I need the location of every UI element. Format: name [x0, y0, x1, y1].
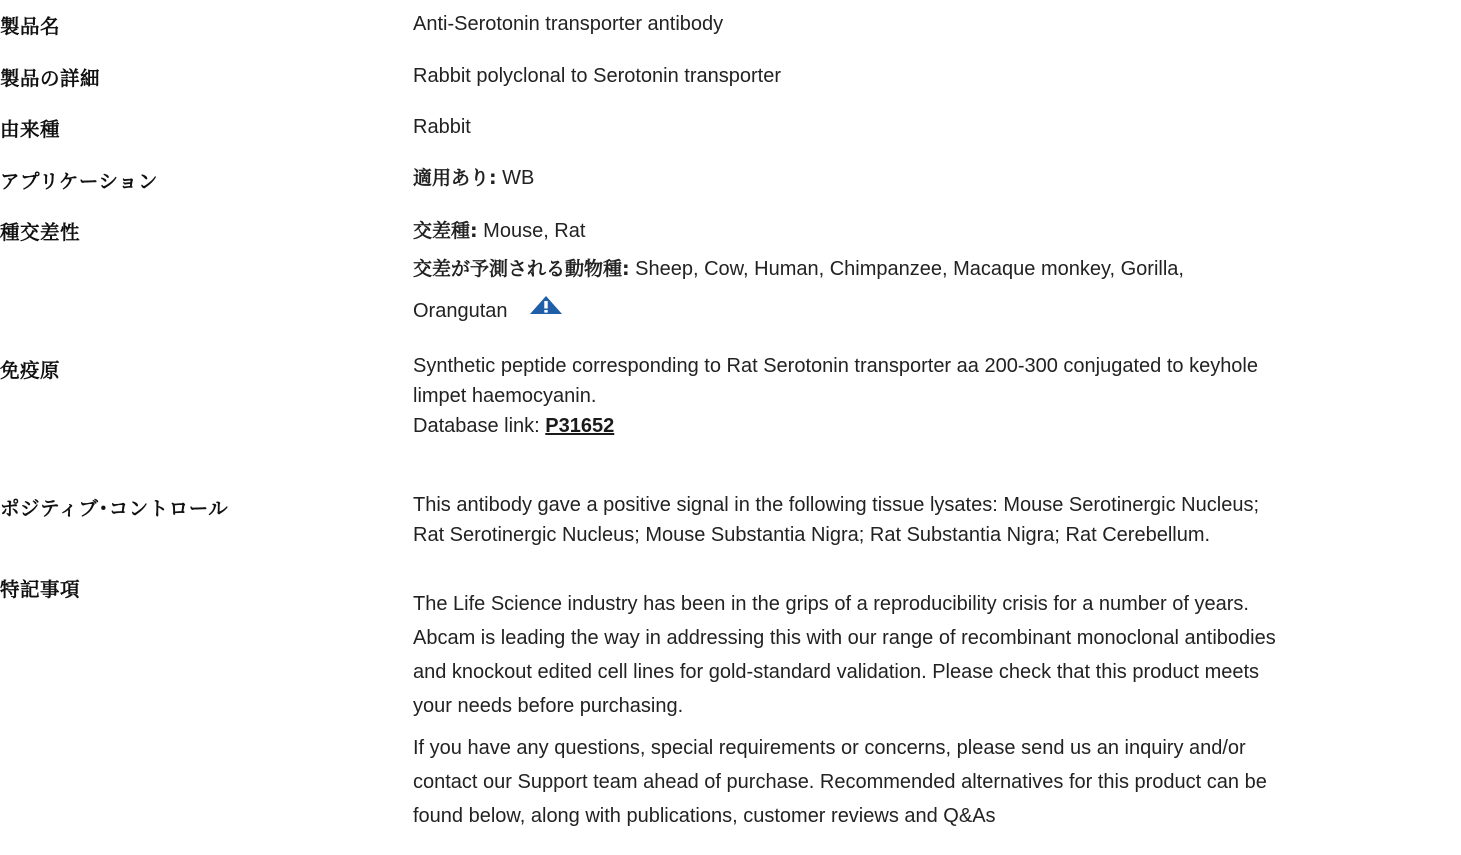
immunogen-value — [413, 351, 1453, 441]
database-link[interactable]: P31652 — [545, 415, 615, 437]
notes-paragraph-2 — [413, 731, 1453, 833]
product-detail-text: Rabbit polyclonal to Serotonin transporter — [413, 65, 781, 87]
immunogen-line2: limpet haemocyanin. — [413, 385, 597, 407]
notes-p1-line: your needs before purchasing. — [413, 695, 684, 717]
product-detail-value — [413, 61, 1453, 91]
product-name-text: Anti-Serotonin transporter antibody — [413, 13, 724, 35]
notes-p1-line: and knockout edited cell lines for gold-standard validation. Please check that this product meets — [413, 661, 1260, 683]
notes-p2-line: contact our Support team ahead of purchase. Recommended alternatives for this product can be — [413, 771, 1267, 793]
application-sublabel: 適用あり: — [413, 167, 497, 189]
host-species-value — [413, 112, 1453, 142]
product-name-label: 製品名 — [0, 15, 61, 38]
predicted-text-line1: Sheep, Cow, Human, Chimpanzee, Macaque monkey, Gorilla, — [629, 258, 1184, 280]
immunogen-label: 免疫原 — [0, 359, 61, 382]
positive-control-label: ポジティブ･コントロール — [0, 497, 229, 520]
application-value — [413, 163, 1453, 193]
predicted-text-line2: Orangutan — [413, 300, 508, 322]
product-name-value — [413, 9, 1453, 39]
positive-control-line1: This antibody gave a positive signal in the following tissue lysates: Mouse Serotinergic Nucleus; — [413, 494, 1259, 516]
predicted-sublabel: 交差が予測される動物種: — [413, 258, 630, 280]
warning-triangle-icon[interactable] — [529, 290, 563, 310]
notes-p1-line: Abcam is leading the way in addressing this with our range of recombinant monoclonal antibodies — [413, 627, 1276, 649]
positive-control-line2: Rat Serotinergic Nucleus; Mouse Substantia Nigra; Rat Substantia Nigra; Rat Cerebellum. — [413, 524, 1211, 546]
reactivity-label: 種交差性 — [0, 221, 81, 244]
application-label: アプリケーション — [0, 170, 159, 193]
notes-p2-line: If you have any questions, special requirements or concerns, please send us an inquiry and/or — [413, 737, 1246, 759]
positive-control-value — [413, 490, 1453, 550]
notes-value — [413, 587, 1453, 833]
notes-p2-line: found below, along with publications, customer reviews and Q&As — [413, 805, 996, 827]
immunogen-line1: Synthetic peptide corresponding to Rat Serotonin transporter aa 200-300 conjugated to keyhole — [413, 355, 1258, 377]
notes-label: 特記事項 — [0, 578, 81, 601]
reacts-with-text: Mouse, Rat — [477, 220, 586, 242]
product-detail-label: 製品の詳細 — [0, 67, 101, 90]
host-species-text: Rabbit — [413, 116, 471, 138]
notes-paragraph-1 — [413, 587, 1453, 723]
host-species-label: 由来種 — [0, 118, 61, 141]
reacts-with-sublabel: 交差種: — [413, 220, 478, 242]
notes-p1-line: The Life Science industry has been in the grips of a reproducibility crisis for a number of years. — [413, 593, 1249, 615]
database-link-prefix: Database link: — [413, 415, 546, 437]
reactivity-value — [413, 212, 1453, 330]
application-text: WB — [496, 167, 535, 189]
